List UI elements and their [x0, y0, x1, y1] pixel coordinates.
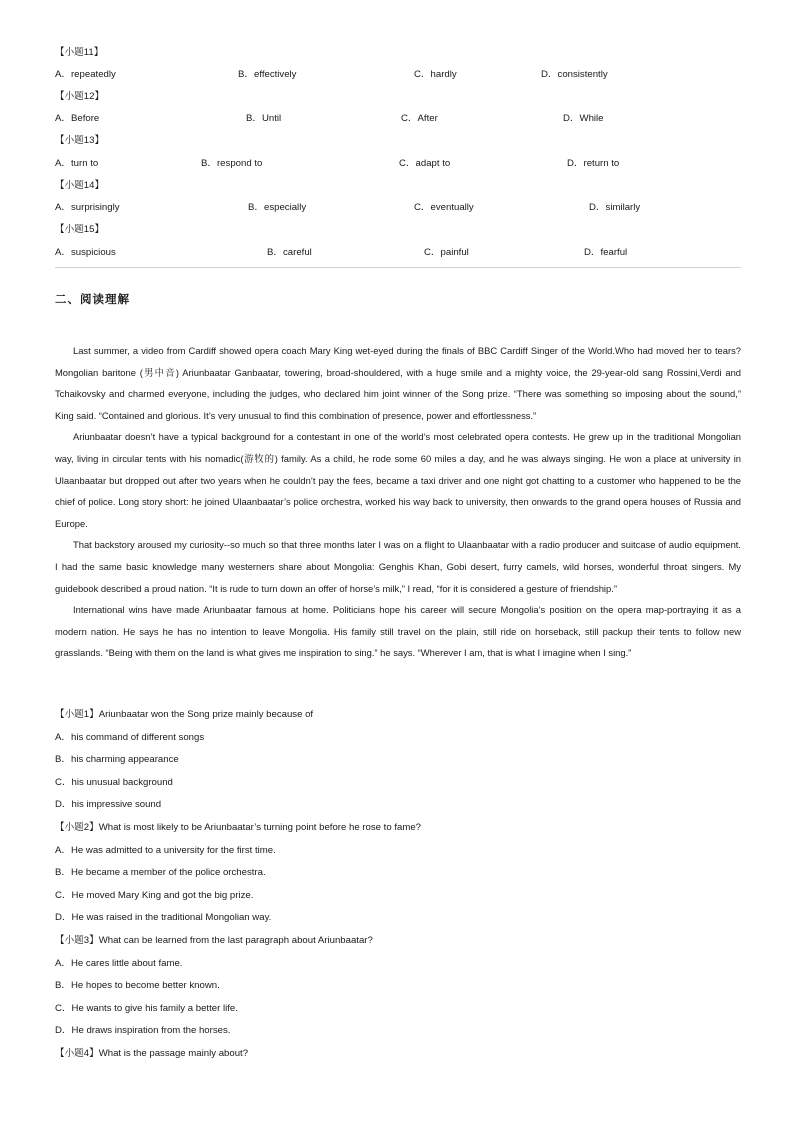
- cloze-label-15: 【小题15】: [55, 224, 105, 235]
- question-1-option-a: A．his command of different songs: [55, 731, 205, 743]
- section-divider: [55, 267, 741, 268]
- cloze-11-option-b: B．effectively: [238, 69, 297, 80]
- cloze-label-12: 【小题12】: [55, 91, 105, 102]
- passage-paragraph-4: International wins have made Ariunbaatar famous at home. Politicians hope his career will secure Mongolia’s position on the opera map-portraying it as a modern nation. He says he has no intention to leave Mongolia. His family still travel on the plain, still ride on horseback, still packup their tents to follow new grasslands. “Being with them on the land is what gives me inspiration to sing.” he says. “Wherever I am, that is what I imagine when I sing.”: [55, 604, 741, 659]
- question-3-option-a: A．He cares little about fame.: [55, 957, 183, 969]
- section-title: 二、阅读理解: [55, 294, 130, 306]
- cloze-15-option-a: A．suspicious: [55, 247, 116, 258]
- question-4-stem: 【小题4】What is the passage mainly about?: [55, 1047, 249, 1059]
- question-2-option-d: D．He was raised in the traditional Mongolian way.: [55, 912, 272, 924]
- cloze-14-option-c: C．eventually: [414, 202, 474, 213]
- question-1-option-d: D．his impressive sound: [55, 799, 162, 811]
- passage-paragraph-1: Last summer, a video from Cardiff showed opera coach Mary King wet-eyed during the finals of BBC Cardiff Singer of the World.Who had moved her to tears? Mongolian baritone (男中音) Ariunbaatar Ganbaatar, towering, broad-shouldered, with a huge smile and a mighty voice, the 29-year-old sang Rossini,Verdi and Tchaikovsky and charmed everyone, including the judges, who declared him joint winner of the Song prize. “There was something so imposing about the sound,” King said. “Contained and glorious. It’s very unusual to find this combination of presence, power and effortlessness.”: [55, 345, 741, 421]
- cloze-15-option-c: C．painful: [424, 247, 469, 258]
- cloze-13-option-b: B．respond to: [201, 158, 263, 169]
- question-1-option-c: C．his unusual background: [55, 776, 173, 788]
- cloze-11-option-a: A．repeatedly: [55, 69, 116, 80]
- cloze-label-11: 【小题11】: [55, 47, 104, 58]
- question-2-stem: 【小题2】What is most likely to be Ariunbaatar’s turning point before he rose to fame?: [55, 821, 421, 833]
- question-2-option-b: B．He became a member of the police orchestra.: [55, 867, 266, 879]
- cloze-label-14: 【小题14】: [55, 180, 105, 191]
- cloze-12-option-d: D．While: [563, 113, 604, 124]
- cloze-15-option-d: D．fearful: [584, 247, 628, 258]
- question-3-option-c: C．He wants to give his family a better life.: [55, 1002, 238, 1014]
- question-2-option-c: C．He moved Mary King and got the big prize.: [55, 889, 254, 901]
- passage-paragraph-2: Ariunbaatar doesn’t have a typical background for a contestant in one of the world’s most celebrated opera contests. He grew up in the traditional Mongolian way, living in circular tents with his nomadic(游牧的) family. As a child, he rode some 60 miles a day, and he was always singing. He won a place at university in Ulaanbaatar but dropped out after two years when he couldn’t pay the fees, became a taxi driver and one night got chatting to a customer who happened to be the chief of police. Long story short: he joined Ulaanbaatar’s police orchestra, worked his way back to university, then onwards to the grand opera houses of Russia and Europe.: [55, 431, 741, 529]
- cloze-12-option-a: A．Before: [55, 113, 100, 124]
- cloze-11-option-c: C．hardly: [414, 69, 457, 80]
- question-1-option-b: B．his charming appearance: [55, 754, 179, 766]
- question-1-stem: 【小题1】Ariunbaatar won the Song prize mainly because of: [55, 709, 314, 720]
- passage-paragraph-3: That backstory aroused my curiosity--so much so that three months later I was on a flight to Ulaanbaatar with a radio producer and suitcase of audio equipment. I had the same basic knowledge many westerners share about Mongolia: Genghis Khan, Gobi desert, furry camels, wild horses, wonderful throat singers. My guidebook described a proud nation. “It is rude to turn down an offer of horse’s milk,” I read, “for it is considered a gesture of friendship.”: [55, 539, 741, 594]
- cloze-15-option-b: B．careful: [267, 247, 312, 258]
- cloze-13-option-a: A．turn to: [55, 158, 99, 169]
- question-list: [55, 705, 741, 1067]
- question-3-option-d: D．He draws inspiration from the horses.: [55, 1025, 231, 1037]
- cloze-14-option-d: D．similarly: [589, 202, 641, 213]
- cloze-14-option-a: A．surprisingly: [55, 202, 120, 213]
- reading-passage: [55, 340, 741, 664]
- question-2-option-a: A．He was admitted to a university for the first time.: [55, 844, 276, 856]
- cloze-13-option-c: C．adapt to: [399, 158, 451, 169]
- question-3-stem: 【小题3】What can be learned from the last paragraph about Ariunbaatar?: [55, 934, 373, 946]
- cloze-label-13: 【小题13】: [55, 135, 105, 146]
- cloze-13-option-d: D．return to: [567, 158, 620, 169]
- cloze-11-option-d: D．consistently: [541, 69, 608, 80]
- question-3-option-b: B．He hopes to become better known.: [55, 980, 220, 992]
- cloze-12-option-c: C．After: [401, 113, 438, 124]
- cloze-14-option-b: B．especially: [248, 202, 307, 213]
- cloze-12-option-b: B．Until: [246, 113, 282, 124]
